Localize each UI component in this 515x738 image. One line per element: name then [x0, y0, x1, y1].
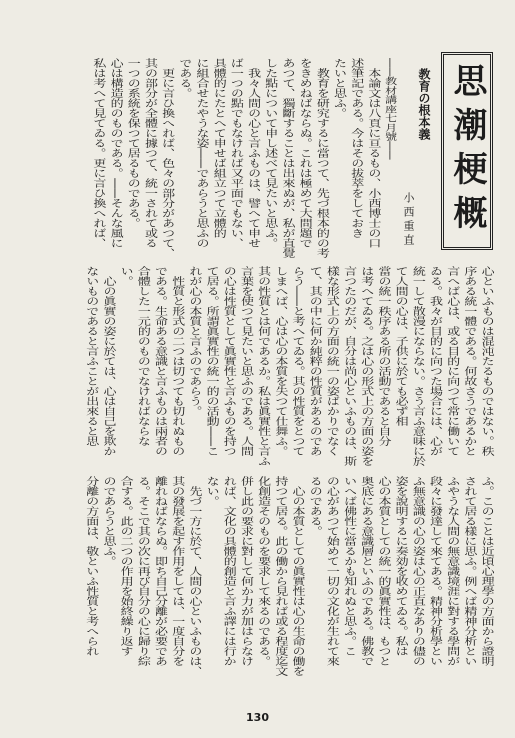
text-column: 其の性質とは何であるか。私は眞實性と言ふ [255, 266, 271, 467]
text-column: 合する。此の二つの作用を始終繰り返す [117, 476, 133, 657]
text-column: のであらうと思ふ。 [100, 476, 116, 567]
text-column: ない。 [203, 476, 219, 507]
text-column: い。 [117, 266, 133, 287]
text-column: 心の本質としての統一的眞實性は、もつと [375, 476, 391, 667]
text-column: 心の眞實の姿に於ては、心は自己を欺か [100, 276, 116, 457]
text-column: る。そこで其の次に再び自分の心に歸り綜 [134, 476, 150, 667]
text-column: 樣な形式上の方面の統一の姿ばかりでなく [323, 266, 339, 457]
text-column: ゐる。我々が目的に向つた場合には、心が [427, 266, 443, 457]
text-column: たいと思ふ。 [331, 58, 347, 119]
text-column: るのである。 [306, 476, 322, 537]
text-column: の心は性質として眞實性と言ふものを持つ [220, 266, 236, 457]
text-column: の心があつて始めて一切の文化が生れて來 [323, 476, 339, 667]
text-column: て居る。所謂眞實性の統一的の活動――こ [203, 266, 219, 457]
text-column: あつて、獨斷することは出來ぬが、私が直覺 [279, 58, 295, 259]
text-column: 言へば心は、或る目的に向つて常に働いて [444, 266, 460, 457]
text-column: に組合せたやうな姿――であらうと思ふの [193, 58, 209, 249]
text-column: した點について申し述べて見たいと思ふ。 [262, 58, 278, 249]
text-column: ば一つの點でもなければ又平面でもない、 [227, 58, 243, 249]
text-column: 一つの系統を保つて居るものである。 [124, 58, 140, 229]
text-column: 本論文は八頁に亘るもの、小西博士の口 [365, 68, 381, 249]
text-column: 序ある統一體である。何故さうであるかと [461, 266, 477, 457]
lower-text-block [82, 476, 495, 692]
source-note: ――教材講座七月號―― [383, 58, 398, 160]
text-column: 併し此の要求に對して何か力が加はらなけ [237, 476, 253, 667]
text-column: れが心の本質と言ふのであらう。 [186, 266, 202, 417]
text-column: 心は構造的のものである。――そんな風に [107, 58, 123, 249]
text-column: 具體的にたとへて申せば組立つて立體的 [210, 58, 226, 239]
text-column: ふやうな人間の無意識境涯に對する學問が [444, 476, 460, 667]
author-name: 小西重直 [402, 192, 415, 248]
section-title: 思潮梗概 [447, 63, 487, 239]
text-column: 化創造そのものを要求して來るのである。 [255, 476, 271, 667]
text-column: て人間の心は、子供に於ても必ず相 [392, 266, 408, 427]
text-column: ふ。このことは近頃心理學の方面から證明 [478, 476, 494, 667]
text-column: 其の發展を起す作用をしては、一度自分を [169, 476, 185, 667]
text-column: 分離の方面は、敬といふ性質と考へられ [83, 476, 99, 657]
text-column: 性質と形式の二つは切つても切れぬもの [169, 276, 185, 457]
text-column: 姿を說明するに奏効を收めてゐる。私は [392, 476, 408, 657]
text-column: である。生命ある意識と言ふものは兩者の [152, 266, 168, 457]
text-column: 述筆記である。今はその拔萃をしておき [348, 58, 364, 239]
section-title-box [441, 52, 493, 250]
text-column: は考へてゐる。之は心の形式上の方面の姿を [358, 266, 374, 467]
text-column: である。 [176, 58, 192, 99]
article-title: 教育の根本義 [417, 68, 431, 140]
text-column: 私は考へて見てゐる。更に言ひ換へれば、 [90, 58, 106, 249]
text-column: 其の部分が全體に據つて、統一されて或る [141, 58, 157, 249]
text-column: 先づ一方に於て、人間の心といふものは、 [186, 486, 202, 677]
text-column: 更に言ひ換へれば、色々の部分があつて、 [159, 68, 175, 259]
text-column: 合體した一元的のものでなければならな [134, 266, 150, 447]
text-column: て、其の中に何か純粹の性質があるのであ [306, 266, 322, 457]
text-column: ふ無意識の心の姿は心の正直なありの儘の [409, 476, 425, 667]
text-column: ないものであると言ふことが出來ると思 [83, 266, 99, 447]
text-column: しまへば、心は心の本質を失つて仕舞ふ。 [272, 266, 288, 457]
text-column: 心の本質としての眞實性は心の生命の働を [289, 486, 305, 677]
text-column: 持つて居る。此の働から見れば或る程度迄文 [272, 476, 288, 677]
text-column: 教育を研究するに當つて、先づ根本的の考 [313, 68, 329, 259]
text-column: 我々人間の心と言ふものは、譬へて申せ [245, 68, 261, 249]
text-column: 當の統一秩序ある所の活動であると自分 [375, 266, 391, 447]
text-column: 統一して散漫にならない。さう言ふ意味に於 [409, 266, 425, 467]
text-column: されて居る樣に思ふ。例へば精神分析とい [461, 476, 477, 667]
middle-text-block [82, 266, 495, 468]
text-column: らう――と考へてゐる。其の性質をとつて [289, 266, 305, 457]
text-column: れば、文化の具體的創造と言ふ譯には行か [220, 476, 236, 667]
text-column: 離れねばならぬ。即ち自己分離が必要であ [152, 476, 168, 667]
text-column: をきめねばならぬ。これは極めて大問題で [296, 58, 312, 249]
text-column: 言つたのだが、自分は尚心といふものは、斯 [341, 266, 357, 467]
text-column: 段々に發達して來てある。精神分析學とい [427, 476, 443, 667]
page-number: 130 [246, 711, 269, 724]
text-column: 言葉を使つて見たいと思ふのである。人間 [237, 266, 253, 457]
text-column: いへば佛性に當るかも知れぬと思ふ。こ [341, 476, 357, 657]
text-column: 心といふものは混沌たるものではない。秩 [478, 266, 494, 457]
upper-text-block [89, 58, 399, 260]
text-column: 奥底にある意識層といふのである。佛教で [358, 476, 374, 667]
